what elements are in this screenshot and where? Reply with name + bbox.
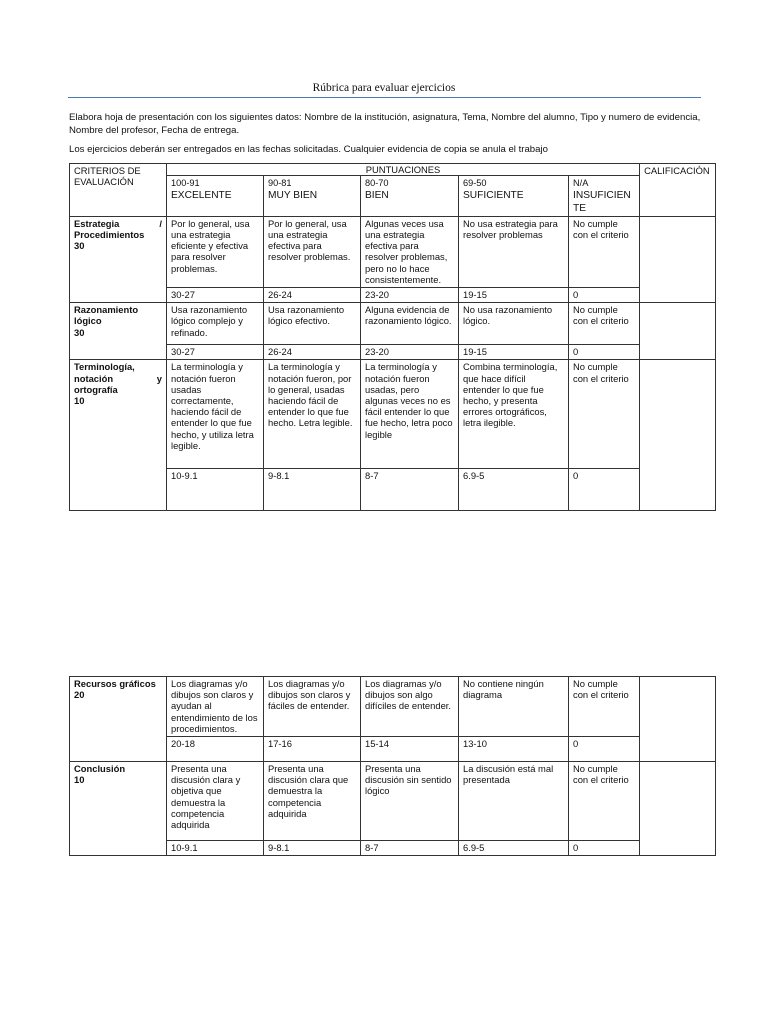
criterion-strategy [70,216,167,302]
level-header-excellent [167,176,264,217]
criterion-terminology [70,360,167,511]
descriptor-cell: La discusión está mal presentada [459,762,569,841]
score-cell: 0 [569,288,640,303]
level-header-insufficient [569,176,640,217]
score-cell: 0 [569,345,640,360]
score-cell: 8-7 [361,469,459,511]
criterion-name: Conclusión [74,763,126,775]
descriptor-cell: La terminología y notación fueron usadas correctamente, haciendo fácil de entender lo que fue hecho, y utiliza letra legible. [167,360,264,469]
descriptor-cell: Por lo general, usa una estrategia efectiva para resolver problemas. [264,216,361,287]
level-name: MUY BIEN [268,190,318,202]
level-header-good [361,176,459,217]
descriptor-cell: Combina terminología, que hace difícil entender lo que fue hecho, y presenta errores ortográficos, letra ilegible. [459,360,569,469]
level-range: 69-50 [463,178,487,189]
header-grade: CALIFICACIÓN [640,164,716,217]
score-cell: 26-24 [264,345,361,360]
grade-cell[interactable] [640,303,716,360]
header-scores: PUNTUACIONES [167,164,640,176]
level-range: 90-81 [268,178,292,189]
score-cell: 30-27 [167,345,264,360]
score-cell: 6.9-5 [459,841,569,856]
score-cell: 23-20 [361,288,459,303]
intro-paragraph-deadline: Los ejercicios deberán ser entregados en las fechas solicitadas. Cualquier evidencia de copia se anula el trabajo [69,144,548,155]
score-cell: 9-8.1 [264,841,361,856]
descriptor-cell: Los diagramas y/o dibujos son algo difíciles de entender. [361,677,459,737]
descriptor-cell: Los diagramas y/o dibujos son claros y fáciles de entender. [264,677,361,737]
score-cell: 20-18 [167,737,264,762]
score-cell: 6.9-5 [459,469,569,511]
criterion-weight: 30 [74,326,85,338]
level-name: EXCELENTE [171,190,232,202]
title-underline [68,97,701,98]
score-cell: 8-7 [361,841,459,856]
level-name: INSUFICIEN TE [573,190,631,214]
descriptor-cell: Por lo general, usa una estrategia eficiente y efectiva para resolver problemas. [167,216,264,287]
descriptor-cell: No cumple con el criterio [569,677,640,737]
descriptor-cell: Usa razonamiento lógico efectivo. [264,303,361,345]
header-criteria: CRITERIOS DE EVALUACIÓN [70,164,167,217]
criterion-weight: 20 [74,689,85,701]
score-cell: 0 [569,737,640,762]
descriptor-cell: No cumple con el criterio [569,303,640,345]
score-cell: 10-9.1 [167,841,264,856]
score-cell: 23-20 [361,345,459,360]
descriptor-cell: No usa razonamiento lógico. [459,303,569,345]
criterion-graphic-resources [70,677,167,762]
score-cell: 19-15 [459,288,569,303]
criterion-weight: 10 [74,395,85,407]
score-cell: 0 [569,841,640,856]
score-cell: 13-10 [459,737,569,762]
criterion-conclusion [70,762,167,856]
level-range: 100-91 [171,178,200,189]
criterion-weight: 10 [74,774,85,786]
criterion-name: Terminología, notación y ortografía [74,361,162,395]
score-cell: 10-9.1 [167,469,264,511]
rubric-table-page-1 [69,163,716,511]
descriptor-cell: No cumple con el criterio [569,360,640,469]
grade-cell[interactable] [640,360,716,511]
descriptor-cell: No cumple con el criterio [569,216,640,287]
descriptor-cell: No contiene ningún diagrama [459,677,569,737]
descriptor-cell: Usa razonamiento lógico complejo y refinado. [167,303,264,345]
criterion-name: Razonamiento lógico [74,304,139,327]
score-cell: 19-15 [459,345,569,360]
criterion-name: Recursos gráficos [74,678,156,689]
descriptor-cell: No usa estrategia para resolver problemas [459,216,569,287]
intro-paragraph-presentation: Elabora hoja de presentación con los siguientes datos: Nombre de la institución, asignatura, Tema, Nombre del alumno, Tipo y numero de evidencia, Nombre del profesor, Fecha de entrega. [69,112,701,136]
score-cell: 30-27 [167,288,264,303]
descriptor-cell: Algunas veces usa una estrategia efectiva para resolver problemas, pero no lo hace consistentemente. [361,216,459,287]
score-cell: 0 [569,469,640,511]
level-range: N/A [573,178,589,189]
level-name: BIEN [365,190,389,202]
level-header-sufficient [459,176,569,217]
score-cell: 26-24 [264,288,361,303]
descriptor-cell: Alguna evidencia de razonamiento lógico. [361,303,459,345]
level-header-very-good [264,176,361,217]
descriptor-cell: La terminología y notación fueron, por lo general, usadas haciendo fácil de entender lo que fue hecho. Letra legible. [264,360,361,469]
descriptor-cell: Presenta una discusión clara y objetiva que demuestra la competencia adquirida [167,762,264,841]
descriptor-cell: Los diagramas y/o dibujos son claros y ayudan al entendimiento de los procedimientos. [167,677,264,737]
descriptor-cell: Presenta una discusión clara que demuestra la competencia adquirida [264,762,361,841]
score-cell: 9-8.1 [264,469,361,511]
descriptor-cell: La terminología y notación fueron usadas, pero algunas veces no es fácil entender lo que fue hecho, letra poco legible [361,360,459,469]
score-cell: 15-14 [361,737,459,762]
descriptor-cell: No cumple con el criterio [569,762,640,841]
score-cell: 17-16 [264,737,361,762]
grade-cell[interactable] [640,762,716,856]
descriptor-cell: Presenta una discusión sin sentido lógico [361,762,459,841]
level-name: SUFICIENTE [463,190,524,202]
criterion-weight: 30 [74,240,85,252]
page-title: Rúbrica para evaluar ejercicios [312,82,456,94]
rubric-table-page-2 [69,676,716,856]
grade-cell[interactable] [640,677,716,762]
grade-cell[interactable] [640,216,716,302]
criterion-name: Estrategia / Procedimientos [74,217,162,241]
level-range: 80-70 [365,178,389,189]
criterion-logical-reasoning [70,303,167,360]
